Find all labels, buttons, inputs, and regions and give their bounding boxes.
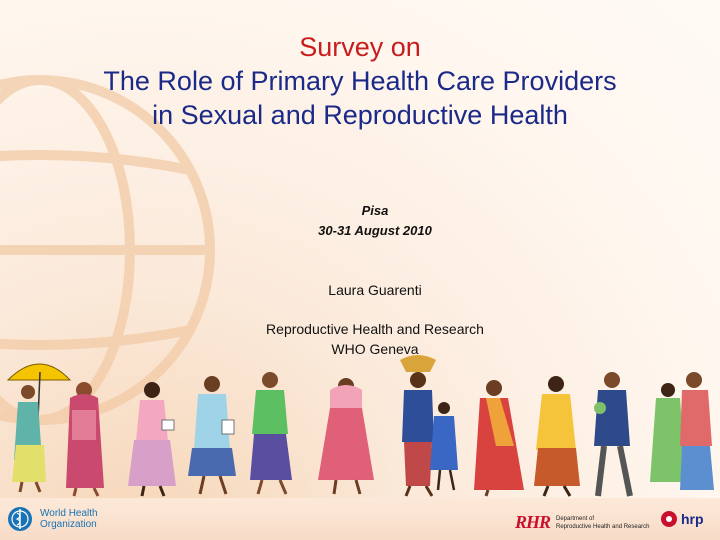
slide-title	[0, 30, 720, 132]
who-name	[40, 508, 98, 530]
who-emblem-icon	[6, 505, 34, 533]
figure-woman-pink	[66, 382, 104, 496]
meeting-date: 30-31 August 2010	[318, 223, 432, 238]
presenter-department: Reproductive Health and Research	[266, 321, 484, 337]
rhr-logo	[515, 512, 649, 533]
figure-girl-blue	[430, 402, 458, 490]
rhr-mark: RHR	[515, 512, 551, 532]
hrp-logo	[660, 510, 704, 528]
hrp-circle-icon	[660, 510, 678, 528]
who-logo	[6, 505, 98, 533]
rhr-line-2: Reproductive Health and Research	[556, 523, 650, 530]
presenter-name: Laura Guarenti	[328, 282, 422, 298]
figure-woman-book	[128, 382, 176, 496]
presenter-info	[0, 280, 720, 359]
who-line-2: Organization	[40, 519, 97, 530]
rhr-line-1: Department of	[556, 515, 595, 522]
people-illustration	[0, 350, 720, 500]
title-line-3: in Sexual and Reproductive Health	[152, 100, 568, 130]
meeting-info	[0, 201, 720, 241]
figure-umbrella-woman	[8, 364, 70, 492]
rhr-department	[556, 515, 649, 531]
who-line-1: World Health	[40, 508, 98, 519]
presenter-organization: WHO Geneva	[331, 341, 419, 357]
figure-woman-clipboard	[188, 376, 236, 494]
figure-woman-sari	[474, 380, 524, 496]
hrp-label: hrp	[681, 511, 704, 527]
figure-man-green	[250, 372, 292, 494]
meeting-place: Pisa	[361, 203, 389, 218]
title-line-2: The Role of Primary Health Care Providers	[103, 66, 617, 96]
figure-woman-yellow	[534, 376, 580, 496]
figure-man-basket	[400, 355, 436, 496]
figure-couple-right	[650, 372, 714, 490]
title-line-1: Survey on	[299, 32, 421, 62]
figure-man-suit	[594, 372, 630, 496]
figure-woman-pink-dress	[318, 378, 374, 494]
